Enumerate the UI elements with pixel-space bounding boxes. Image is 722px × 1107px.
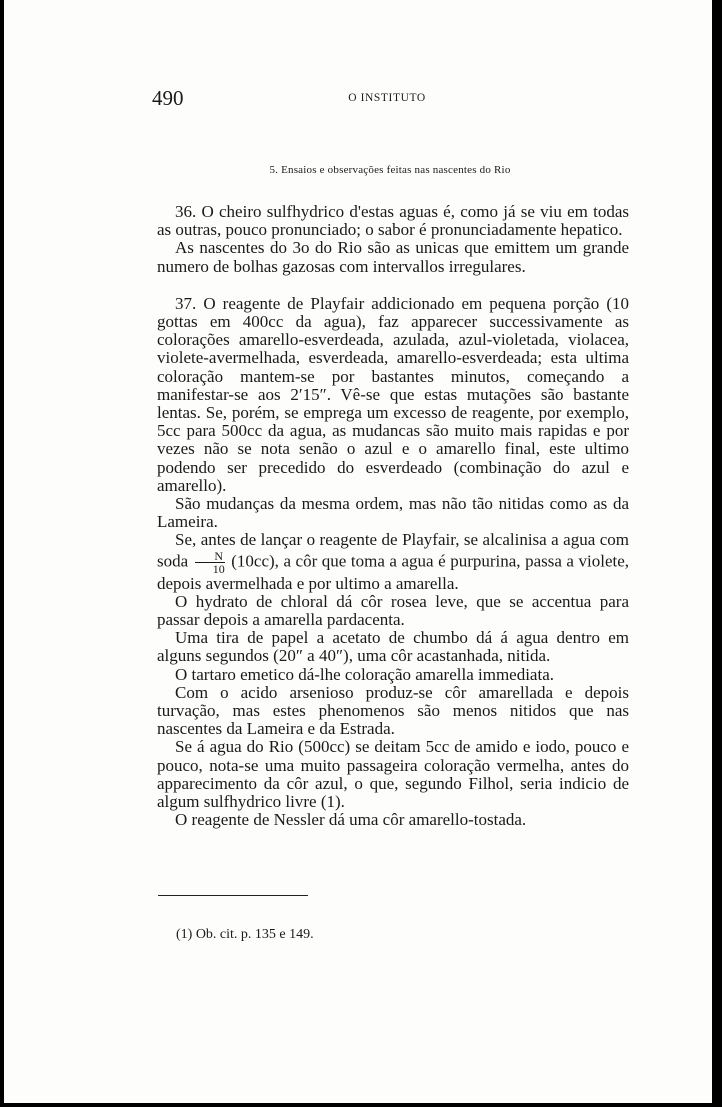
paragraph-chloral: O hydrato de chloral dá côr rosea leve, que se accentua para passar depois a amarella pardacenta.	[157, 591, 629, 630]
paragraph-mudancas: São mudanças da mesma ordem, mas não tão nitidas como as da Lameira.	[157, 494, 629, 532]
fraction-n-over-10	[195, 550, 225, 575]
soda-text-after: (10cc), a côr que toma a agua é purpurina, passa a violete, depois avermelhada e por ultimo a amarella.	[157, 551, 630, 593]
page-number: 490	[152, 86, 184, 110]
paragraph-papel: Uma tira de papel a acetato de chumbo dá á agua dentro em alguns segundos (20″ a 40″), uma côr acastanhada, nitida.	[157, 628, 629, 666]
running-title: O INSTITUTO	[348, 92, 426, 104]
paragraph-soda	[157, 531, 629, 592]
body-text	[157, 203, 629, 830]
fraction-numerator: N	[195, 550, 225, 563]
paragraph-36-bubbles: As nascentes do 3o do Rio são as unicas que emittem um grande numero de bolhas gazosas com intervallos irregulares.	[157, 238, 629, 276]
paragraph-tartaro: O tartaro emetico dá-lhe coloração amarella immediata.	[175, 664, 554, 684]
section-subtitle: 5. Ensaios e observações feitas nas nascentes do Rio	[269, 164, 511, 176]
footnote: (1) Ob. cit. p. 135 e 149.	[176, 927, 314, 942]
paragraph-amido: Se á agua do Rio (500cc) se deitam 5cc de amido e iodo, pouco e pouco, nota-se uma muito passageira coloração vermelha, antes do apparecimento da côr azul, o que, segundo Filhol, seria indicio de algum sulfhydrico livre (1).	[157, 737, 629, 812]
paragraph-37: 37. O reagente de Playfair addicionado em pequena porção (10 gottas em 400cc da agua), faz apparecer successivamente as colorações amarello-esverdeada, azulada, azul-violetada, violacea, violete-avermelhada, esverdeada, amarello-esverdeada; esta ultima coloração mantem-se por bastantes minutos, começando a manifestar-se aos 2′15″. Vê-se que estas mutações são bastante lentas. Se, porém, se emprega um excesso de reagente, por exemplo, 5cc para 500cc da agua, as mudancas são muito mais rapidas e por vezes não se nota senão o azul e o amarello final, este ultimo podendo ser precedido do esverdeado (combinação do azul e amarello).	[157, 293, 629, 495]
paragraph-arsenioso: Com o acido arsenioso produz-se côr amarellada e depois turvação, mas estes phenomenos são menos nitidos que nas nascentes da Lameira e da Estrada.	[157, 682, 629, 739]
fraction-denominator: 10	[212, 561, 225, 576]
soda-text-before: Se, antes de lançar o reagente de Playfair, se alcalinisa a agua com soda	[157, 530, 629, 571]
page-header	[152, 86, 622, 110]
paragraph-nessler: O reagente de Nessler dá uma côr amarello-tostada.	[175, 810, 527, 830]
footnote-rule	[158, 895, 308, 896]
paragraph-36: 36. O cheiro sulfhydrico d'estas aguas é, como já se viu em todas as outras, pouco pronunciado; o sabor é pronunciadamente hepatico.	[157, 202, 629, 240]
